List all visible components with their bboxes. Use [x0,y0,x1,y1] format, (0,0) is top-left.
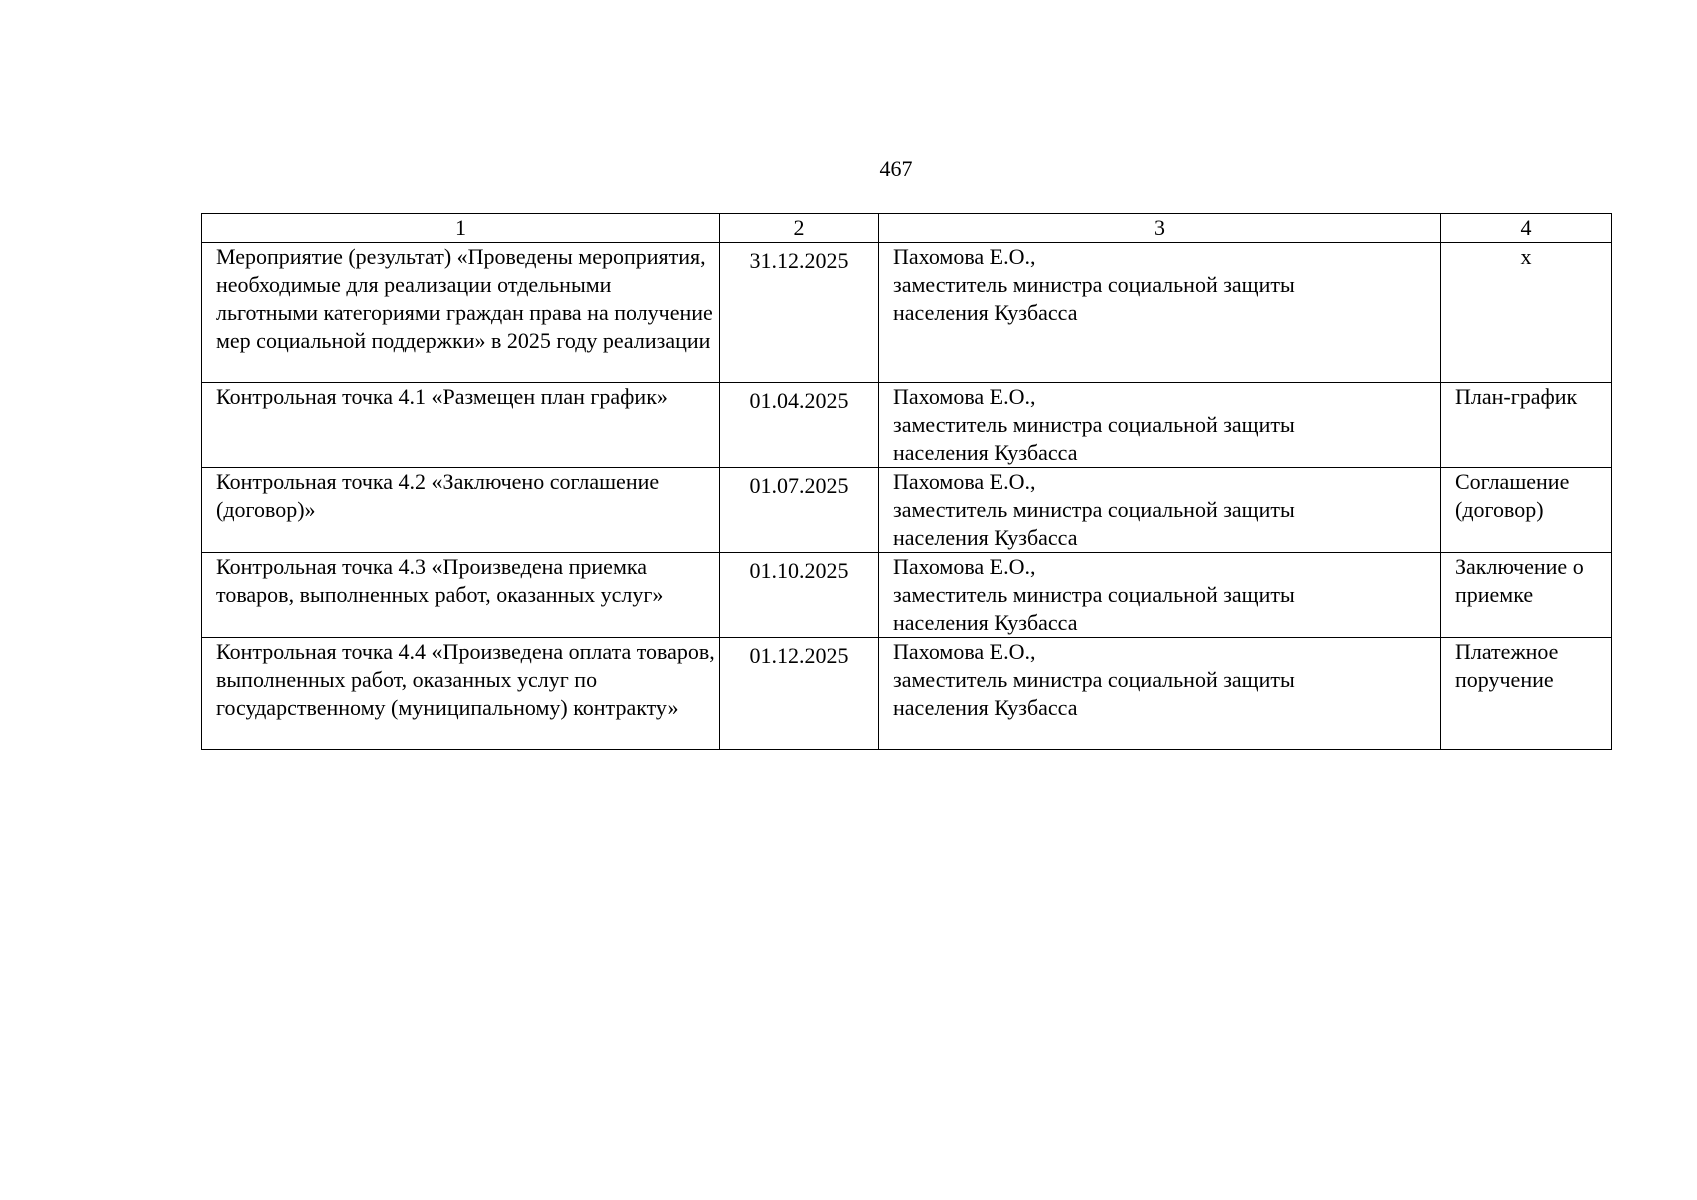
result-cell: Заключение о приемке [1441,553,1612,638]
responsible-cell [879,638,1441,750]
responsible-position: заместитель министра социальной защиты [893,497,1295,522]
responsible-position: заместитель министра социальной защиты [893,667,1295,692]
responsible-name: Пахомова Е.О., [893,244,1036,269]
result-cell: Платежное поручение [1441,638,1612,750]
date-cell: 31.12.2025 [720,243,879,383]
responsible-position: заместитель министра социальной защиты [893,272,1295,297]
responsible-name: Пахомова Е.О., [893,639,1036,664]
header-row [202,214,1612,243]
date-cell: 01.04.2025 [720,383,879,468]
table-row [202,553,1612,638]
header-col-1: 1 [202,214,720,243]
responsible-name: Пахомова Е.О., [893,469,1036,494]
responsible-cell [879,383,1441,468]
plan-table [201,213,1612,750]
responsible-org: населения Кузбасса [893,525,1078,550]
header-col-4: 4 [1441,214,1612,243]
event-cell: Контрольная точка 4.2 «Заключено соглашение (договор)» [202,468,720,553]
responsible-org: населения Кузбасса [893,610,1078,635]
responsible-cell [879,468,1441,553]
result-cell: План-график [1441,383,1612,468]
responsible-cell [879,243,1441,383]
event-cell: Мероприятие (результат) «Проведены мероприятия, необходимые для реализации отдельными льготными категориями граждан права на получение мер социальной поддержки» в 2025 году реализации [202,243,720,383]
date-cell: 01.12.2025 [720,638,879,750]
header-col-2: 2 [720,214,879,243]
event-cell: Контрольная точка 4.4 «Произведена оплата товаров, выполненных работ, оказанных услуг по государственному (муниципальному) контракту» [202,638,720,750]
responsible-position: заместитель министра социальной защиты [893,582,1295,607]
page-number: 467 [879,156,913,181]
responsible-org: населения Кузбасса [893,440,1078,465]
table-row [202,243,1612,383]
date-cell: 01.10.2025 [720,553,879,638]
responsible-name: Пахомова Е.О., [893,384,1036,409]
responsible-org: населения Кузбасса [893,300,1078,325]
responsible-cell [879,553,1441,638]
header-col-3: 3 [879,214,1441,243]
result-cell: х [1441,243,1612,383]
result-cell: Соглашение (договор) [1441,468,1612,553]
responsible-position: заместитель министра социальной защиты [893,412,1295,437]
event-cell: Контрольная точка 4.1 «Размещен план график» [202,383,720,468]
event-cell: Контрольная точка 4.3 «Произведена приемка товаров, выполненных работ, оказанных услуг» [202,553,720,638]
table-row [202,383,1612,468]
responsible-name: Пахомова Е.О., [893,554,1036,579]
responsible-org: населения Кузбасса [893,695,1078,720]
date-cell: 01.07.2025 [720,468,879,553]
table-row [202,638,1612,750]
table-row [202,468,1612,553]
